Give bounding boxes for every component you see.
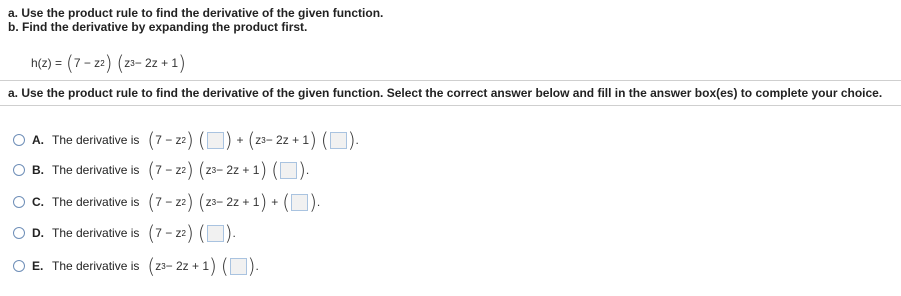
answer-box-a1[interactable] <box>207 132 224 149</box>
instruction-a: a. Use the product rule to find the derivative of the given function. <box>8 6 384 20</box>
option-c-text: The derivative is <box>52 195 140 209</box>
answer-box-b1[interactable] <box>280 162 297 179</box>
radio-option-e[interactable] <box>13 260 25 272</box>
radio-option-a[interactable] <box>13 134 25 146</box>
option-d[interactable]: D. The derivative is ( 7 − z 2 ) ( ) . <box>13 221 236 245</box>
answer-box-a2[interactable] <box>330 132 347 149</box>
answer-box-e1[interactable] <box>230 258 247 275</box>
instruction-b: b. Find the derivative by expanding the product first. <box>8 20 308 34</box>
option-e-text: The derivative is <box>52 259 140 273</box>
radio-option-c[interactable] <box>13 196 25 208</box>
function-lhs: h(z) = <box>31 56 63 70</box>
option-c[interactable]: C. The derivative is ( 7 − z 2 ) ( z 3 − 2z + 1 ) + ( ) . <box>13 190 320 214</box>
radio-option-b[interactable] <box>13 164 25 176</box>
part-a-prompt: a. Use the product rule to find the derivative of the given function. Select the correct answer below and fill in the answer box(es) to complete your choice. <box>8 86 883 100</box>
answer-box-d1[interactable] <box>207 225 224 242</box>
option-d-text: The derivative is <box>52 226 140 240</box>
option-a-text: The derivative is <box>52 133 140 147</box>
divider <box>0 105 901 106</box>
answer-box-c1[interactable] <box>291 194 308 211</box>
divider <box>0 80 901 81</box>
instructions <box>8 6 383 34</box>
function-definition: h(z) = ( 7 − z 2 ) ( z 3 − 2z + 1 ) <box>31 51 186 75</box>
option-a[interactable]: A. The derivative is ( 7 − z 2 ) ( ) + ( z 3 − 2z + 1 ) ( ) . <box>13 128 359 152</box>
option-b-text: The derivative is <box>52 163 140 177</box>
radio-option-d[interactable] <box>13 227 25 239</box>
option-e[interactable]: E. The derivative is ( z 3 − 2z + 1 ) ( ) . <box>13 254 259 278</box>
option-b[interactable]: B. The derivative is ( 7 − z 2 ) ( z 3 − 2z + 1 ) ( ) . <box>13 158 309 182</box>
